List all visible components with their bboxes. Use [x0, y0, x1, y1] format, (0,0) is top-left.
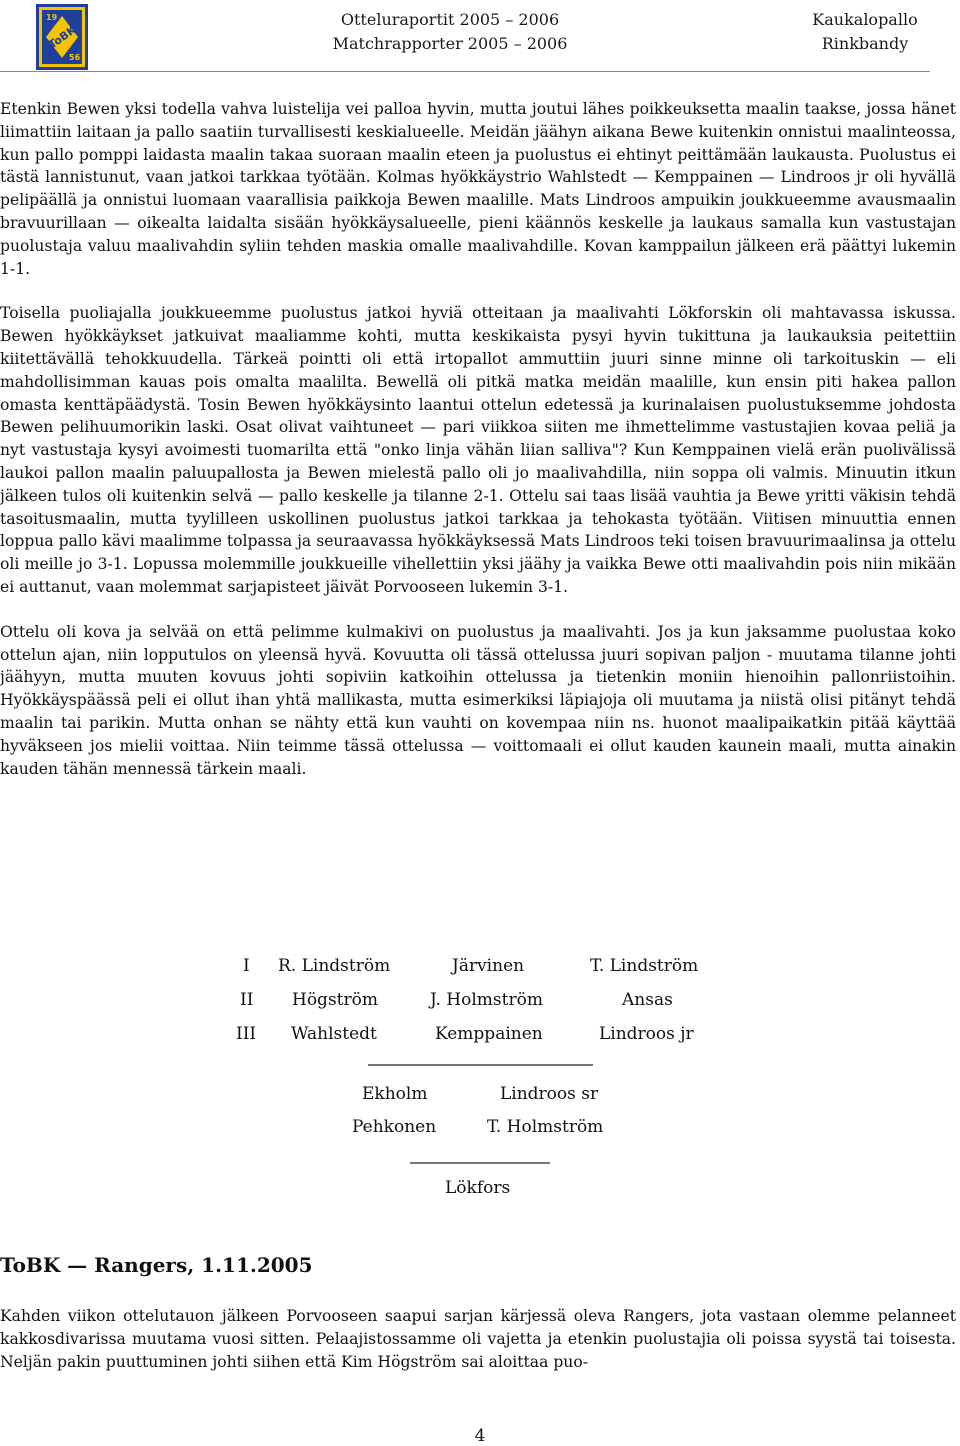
match-title: ToBK — Rangers, 1.11.2005 — [0, 1253, 313, 1277]
goalie-name: Lökfors — [445, 1178, 511, 1198]
paragraph: Toisella puoliajalla joukkueemme puolustus jatkoi hyviä otteitaan ja maalivahti Lökforskin oli mahtavassa iskussa. Bewen hyökkäykset jatkuivat maaliamme kohti, mutta keskikaista pysyi hyvin tukittuna ja laukauksia peitettiin kiitettävällä tehokkuudella. Tärkeä pointti oli että irtopallot ammuttiin juuri sinne minne oli tarkoituskin — eli mahdollisimman kauas pois omalta maalilta. Bewellä oli pitkä matka meidän maalille, kun ensin piti hakea pallon omasta kenttäpäädystä. Tosin Bewen hyökkäysinto laantui ottelun edetessä ja kurinalaisen puolustuksemme johdosta Bewen pelihuumorikin laski. Osat olivat vaihtuneet — pari viikkoa siiten me ihmettelimme vastustajien kovaa peliä ja nyt vastustaja kysyi avoimesti tuomarilta että "onko linja vähän liian salliva"? Kun Kemppainen vielä erän puolivälissä laukoi pallon maalin paluupallosta ja Bewen mielestä pallo oli jo maalivahdilla, niin soppa oli valmis. Minuutin itkun jälkeen tulos oli kuitenkin selvä — pallo keskelle ja tilanne 2-1. Ottelu sai taas lisää vauhtia ja Bewe yritti väkisin tehdä tasoitusmaalin, mutta tyylilleen uskollinen puolustus jatkoi tarkkaa ja tehokasta työtään. Viitisen minuuttia ennen loppua pallo kävi maalimme tolpassa ja seuraavassa hyökkäyksessä Mats Lindroos teki toisen bravuurimaalinsa ja ottelu oli meille jo 3-1. Lopussa molemmille joukkueille vihellettiin yksi jäähy ja vaikka Bewe otti maalivahdin pois niin mikään ei auttanut, vaan molemmat sarjapisteet jäivät Porvooseen lukemin 3-1. — [0, 304, 956, 596]
player-name: Lindroos sr — [500, 1084, 599, 1104]
club-logo — [36, 4, 88, 70]
line-number: I — [243, 956, 250, 976]
match-report-2 — [0, 1305, 956, 1373]
player-name: Ekholm — [362, 1084, 428, 1104]
player-name: Kemppainen — [435, 1024, 543, 1044]
line-number: III — [236, 1024, 257, 1044]
player-name: Högström — [292, 990, 378, 1010]
player-name: T. Holmström — [487, 1117, 604, 1137]
paragraph: Kahden viikon ottelutauon jälkeen Porvooseen saapui sarjan kärjessä oleva Rangers, jota vastaan olemme pelanneet kakkosdivarissa muutama vuosi sitten. Pelaajistossamme oli vajetta ja etenkin puolustajia oli poissa syystä tai toisesta. Neljän pakin puuttuminen johti siihen että Kim Högström sai aloittaa puo- — [0, 1307, 956, 1371]
player-name: Lindroos jr — [599, 1024, 694, 1044]
player-name: J. Holmström — [430, 990, 543, 1010]
logo-text: ToBK — [46, 23, 79, 52]
forward-line-1 — [0, 956, 960, 980]
header-title-sv: Matchrapporter 2005 – 2006 — [332, 34, 568, 53]
goalie-row — [0, 1178, 960, 1202]
player-name: Pehkonen — [352, 1117, 437, 1137]
header-rule — [0, 71, 930, 72]
separator-line — [410, 1162, 550, 1164]
forward-line-2 — [0, 990, 960, 1014]
player-name: R. Lindström — [278, 956, 391, 976]
player-name: Järvinen — [452, 956, 525, 976]
header-title-fi: Otteluraportit 2005 – 2006 — [340, 10, 560, 29]
forward-line-3 — [0, 1024, 960, 1048]
report-body — [0, 98, 956, 780]
header-sport-fi: Kaukalopallo — [812, 10, 918, 29]
defense-pair-1 — [0, 1084, 960, 1108]
paragraph: Ottelu oli kova ja selvää on että pelimme kulmakivi on puolustus ja maalivahti. Jos ja kun jaksamme puolustaa koko ottelun ajan, niin lopputulos on yleensä hyvä. Kovuutta oli tässä ottelussa juuri sopivan paljon - muutama tilanne johti jäähyyn, mutta muuten kovuus johti sopiviin katkoihin ottelussa ja tietenkin moniin hienoihin pallonriistoihin. Hyökkäyspäässä peli ei ollut ihan yhtä mallikasta, mutta esimerkiksi läpiajoja oli muutama ja niistä olisi pitänyt tehdä maalin tai parikin. Mutta onhan se nähty että kun vauhti on kovempaa niin ns. huonot maalipaikatkin pitää käyttää hyväkseen jos mielii voittaa. Niin teimme tässä ottelussa — voittomaali ei ollut kauden kaunein maali, mutta ainakin kauden tähän mennessä tärkein maali. — [0, 622, 956, 778]
player-name: Ansas — [622, 990, 673, 1010]
logo-year-left: 19 — [46, 13, 58, 22]
logo-year-right: 56 — [69, 53, 81, 62]
line-number: II — [240, 990, 254, 1010]
player-name: T. Lindström — [590, 956, 699, 976]
page-number: 4 — [474, 1426, 486, 1446]
header-center — [305, 8, 595, 56]
paragraph: Etenkin Bewen yksi todella vahva luistelija vei palloa hyvin, mutta joutui lähes poikkeuksetta maalin taakse, jossa hänet liimattiin laitaan ja pallo saatiin turvallisesti keskialueelle. Meidän jäähyn aikana Bewe kuitenkin onnistui maalinteossa, kun pallo pomppi laidasta maalin takaa suoraan maalin eteen ja puolustus ei ehtinyt peittämään laukausta. Puolustus ei tästä lannistunut, vaan jatkoi tarkkaa työtään. Kolmas hyökkäystrio Wahlstedt — Kemppainen — Lindroos jr oli hyvällä pelipäällä ja onnistui luomaan vaarallisia paikkoja Bewen maalille. Mats Lindroos ampuikin joukkueemme avausmaalin bravuurillaan — oikealta laidalta sisään hyökkäysalueelle, pieni käännös keskelle ja laukaus samalla kun vastustajan puolustaja valuu maalivahdin syliin tehden maskia omalle maalivahdille. Kovan kamppailun jälkeen erä päättyi lukemin 1-1. — [0, 100, 956, 278]
defense-pair-2 — [0, 1117, 960, 1141]
header-sport-sv: Rinkbandy — [821, 34, 909, 53]
separator-line — [368, 1064, 593, 1066]
page-header — [0, 0, 960, 78]
header-right — [790, 8, 940, 56]
player-name: Wahlstedt — [291, 1024, 377, 1044]
